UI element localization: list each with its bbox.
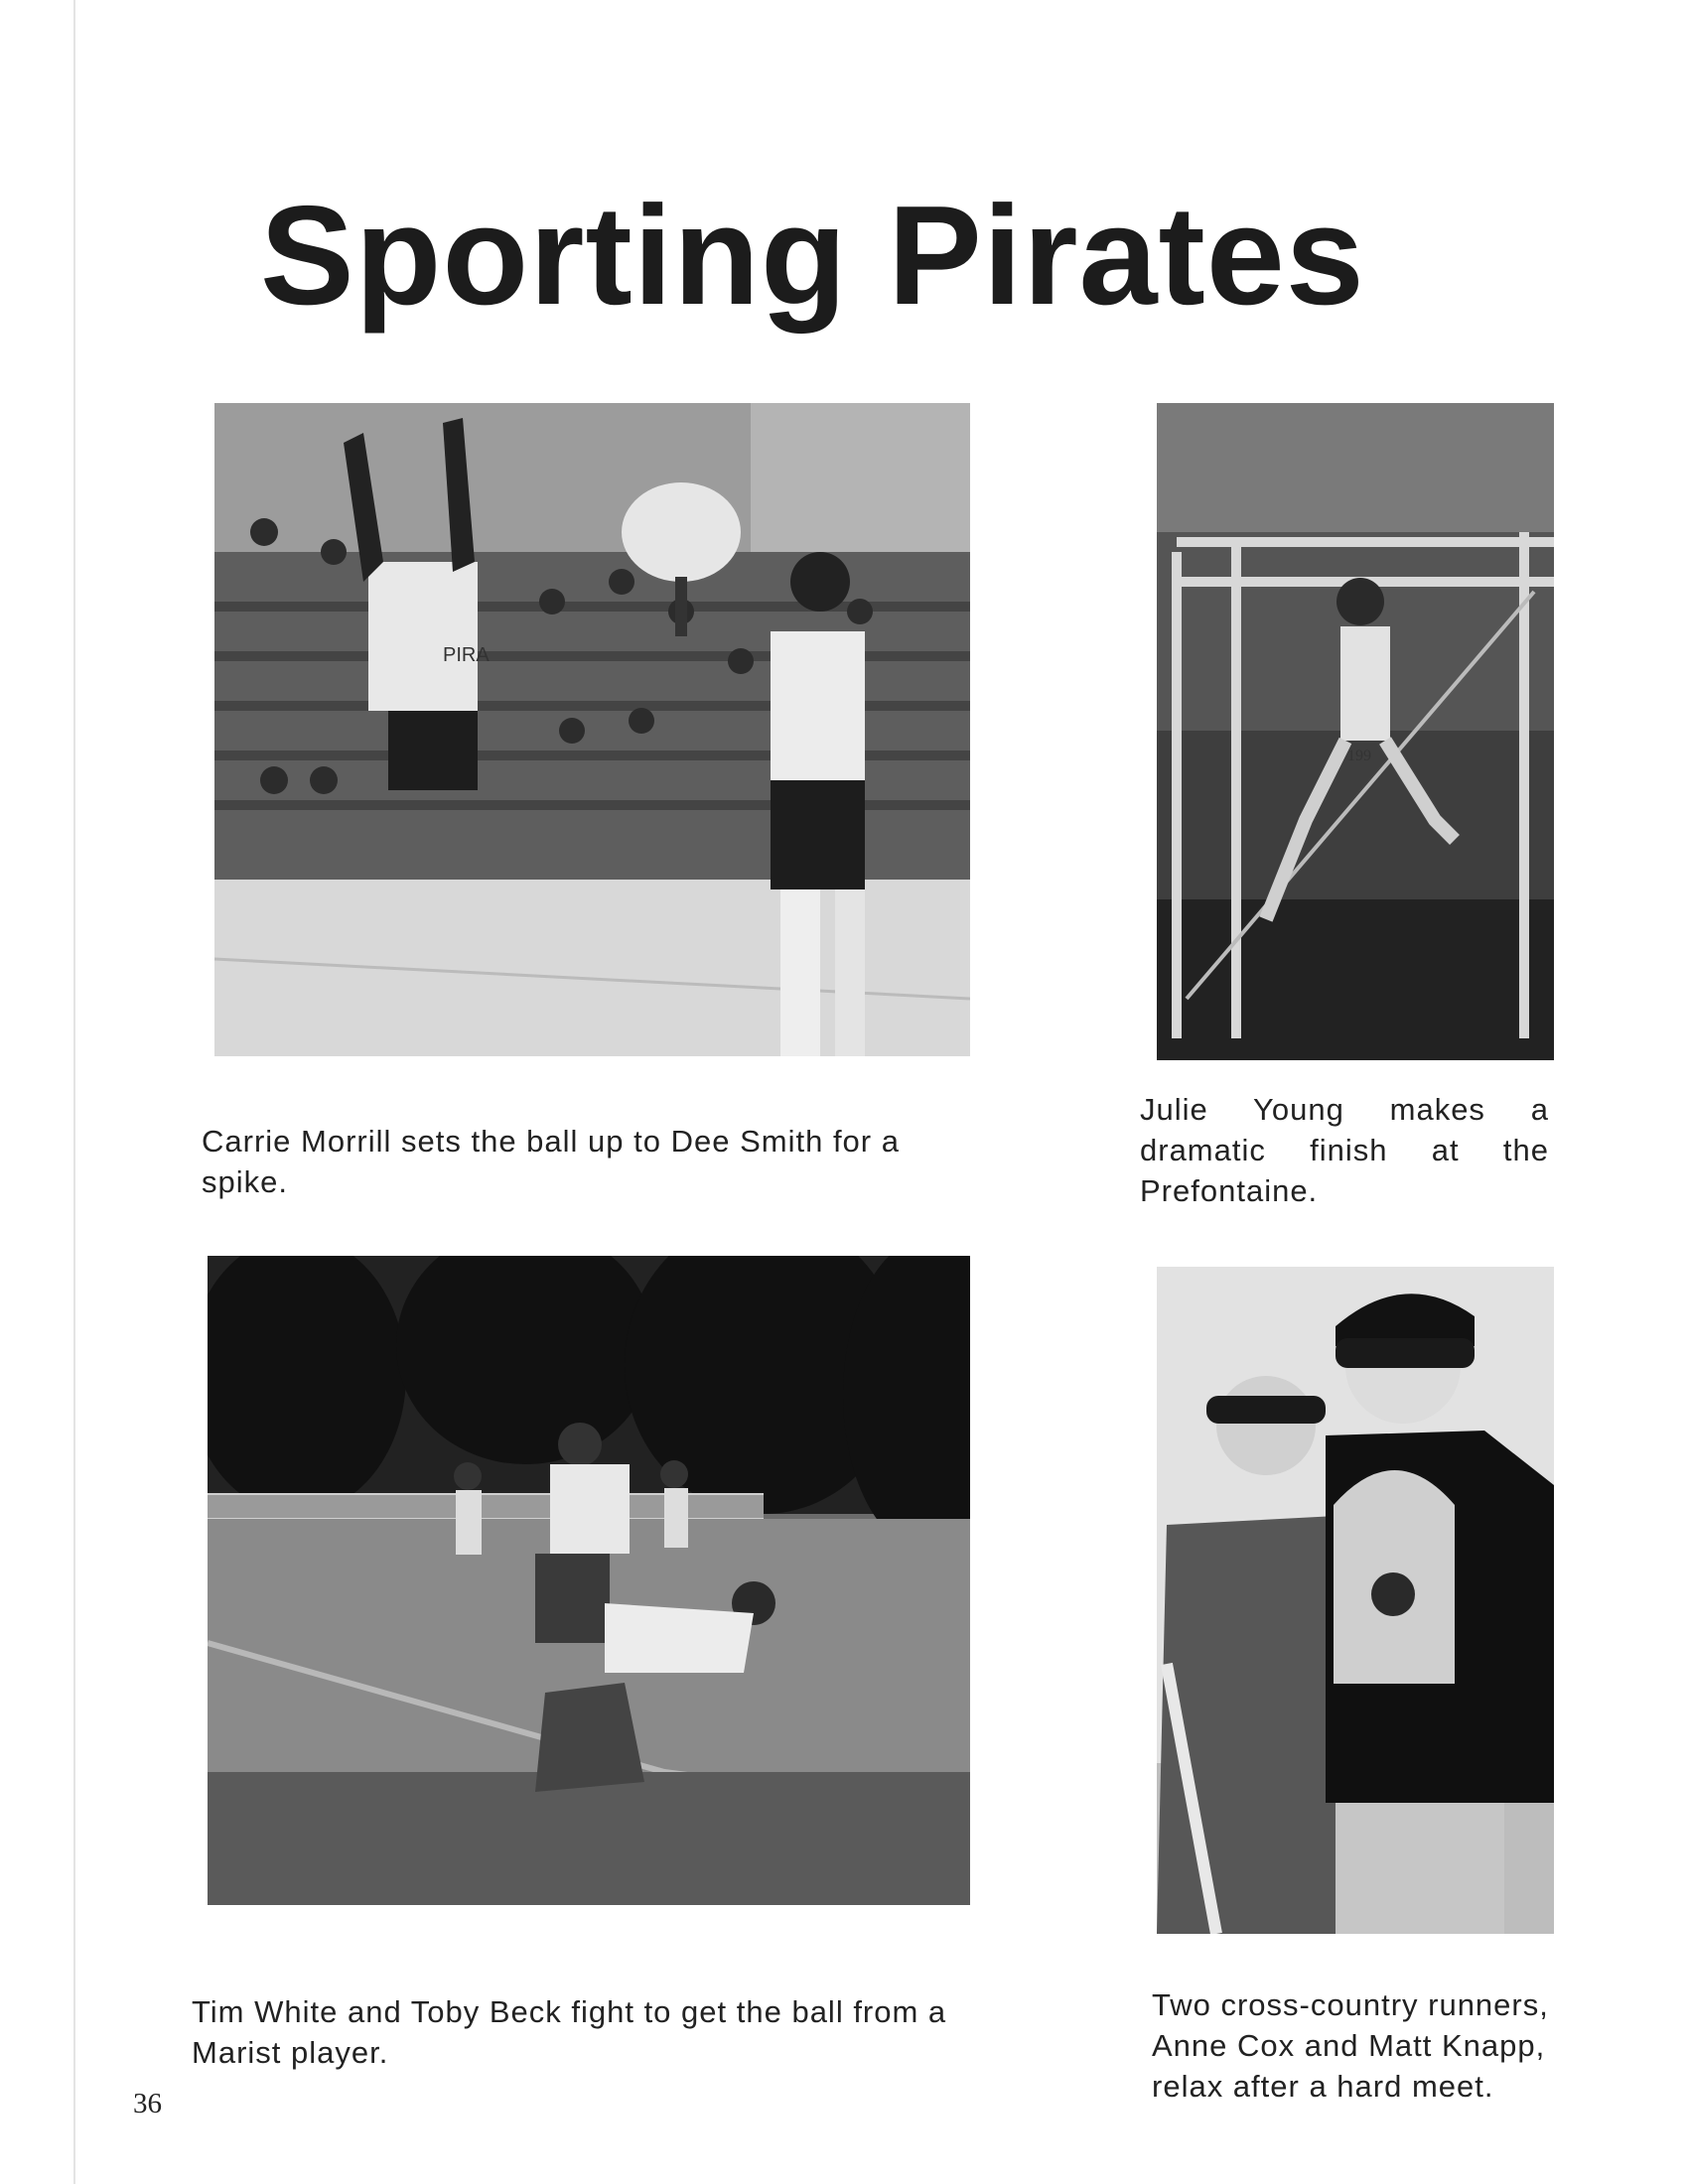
track-caption: Julie Young makes a dramatic finish at the Prefontaine. (1140, 1092, 1549, 1208)
page-binding-edge (73, 0, 75, 2184)
race-bib-number: 199 (1347, 748, 1371, 764)
volleyball-caption: Carrie Morrill sets the ball up to Dee Smith for a spike. (202, 1124, 900, 1199)
page-number: 36 (133, 2088, 162, 2119)
track-photo (1157, 403, 1554, 1060)
cross-country-photo (1157, 1267, 1554, 1934)
jersey-text: PIRA (443, 644, 490, 666)
cross-country-caption: Two cross-country runners, Anne Cox and Matt Knapp, relax after a hard meet. (1152, 1987, 1549, 2104)
volleyball-photo (214, 403, 970, 1056)
soccer-caption: Tim White and Toby Beck fight to get the ball from a Marist player. (192, 1994, 947, 2070)
soccer-photo (208, 1256, 970, 1905)
page-title: Sporting Pirates (260, 177, 1365, 336)
